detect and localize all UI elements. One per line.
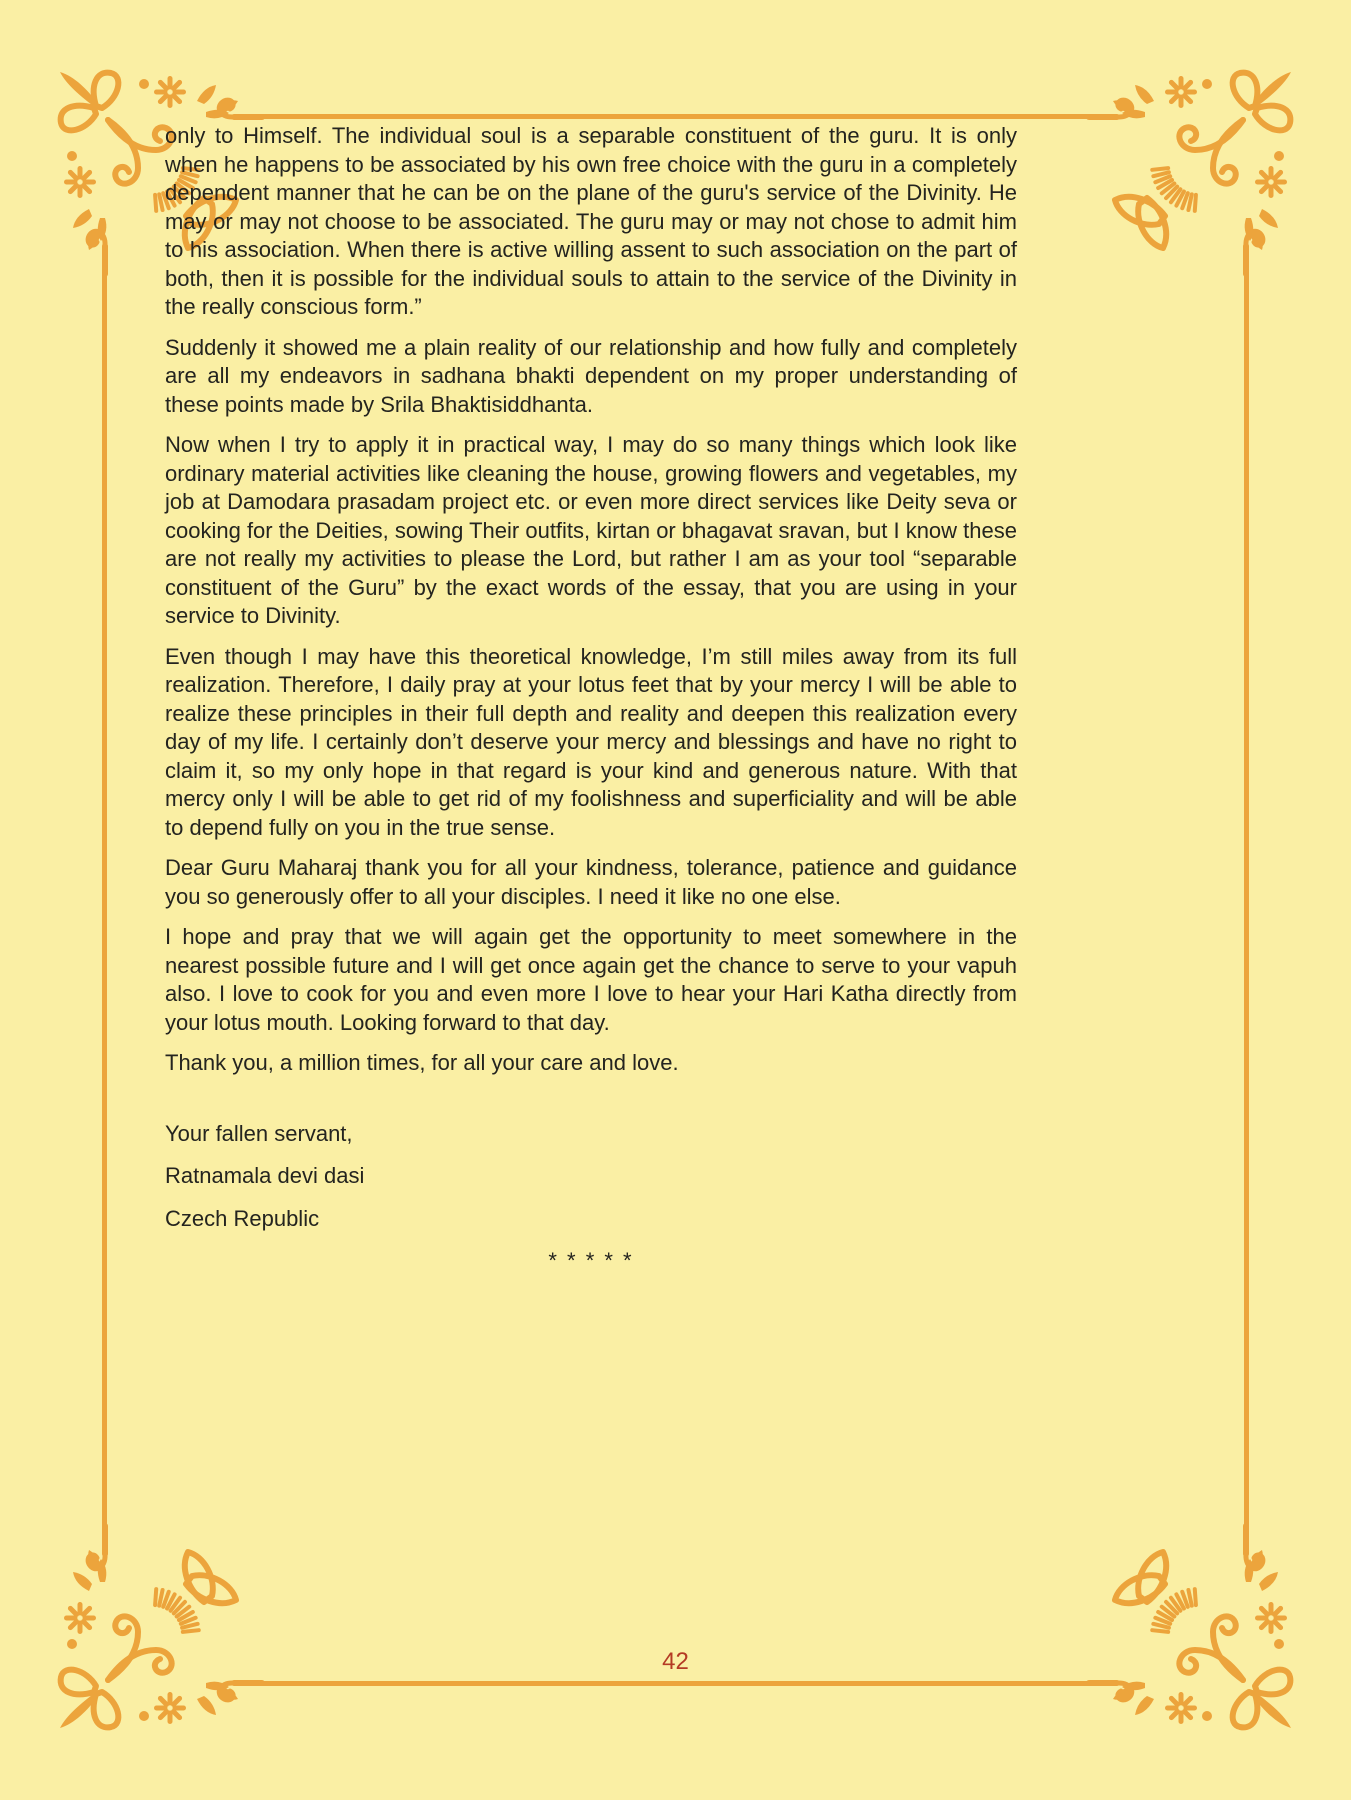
floral-corner-ornament-top-right [1071,62,1301,292]
page-number: 42 [662,1648,689,1675]
border-line-right [1244,262,1249,1534]
floral-corner-ornament-bottom-right [1071,1508,1301,1738]
signature-block [165,1120,1017,1234]
border-line-left [102,262,107,1534]
letter-body [165,122,1017,1276]
letter-paragraph: I hope and pray that we will again get the opportunity to meet somewhere in the nearest possible future and I will get once again get the chance to serve to your vapuh also. I love to cook for you and even more I love to hear your Hari Katha directly from your lotus mouth. Looking forward to that day. [165,924,1017,1035]
letter-paragraph: only to Himself. The individual soul is a separable constituent of the guru. It is only when he happens to be associated by his own free choice with the guru in a completely dependent manner that he can be on the plane of the guru's service of the Divinity. He may or may not choose to be associated. The guru may or may not chose to admit him to his association. When there is active willing assent to such association on the part of both, then it is possible for the individual souls to attain to the service of the Divinity in the really conscious form.” [165,123,1017,319]
letter-paragraph: Now when I try to apply it in practical way, I may do so many things which look like ordinary material activities like cleaning the house, growing flowers and vegetables, my job at Damodara prasadam project etc. or even more direct services like Deity seva or cooking for the Deities, sowing Their outfits, kirtan or bhagavat sravan, but I know these are not really my activities to please the Lord, but rather I am as your tool “separable constituent of the Guru” by the exact words of the essay, that you are using in your service to Divinity. [165,432,1017,628]
letter-paragraph: Suddenly it showed me a plain reality of our relationship and how fully and completely are all my endeavors in sadhana bhakti dependent on my proper understanding of these points made by Srila Bhaktisiddhanta. [165,334,1017,417]
letter-paragraph: Thank you, a million times, for all your care and love. [165,1050,679,1075]
signature-line: Czech Republic [165,1205,320,1231]
signature-line: Ratnamala devi dasi [165,1163,365,1188]
border-line-top [258,114,1093,119]
letter-paragraph: Dear Guru Maharaj thank you for all your kindness, tolerance, patience and guidance you so generously offer to all your disciples. I need it like no one else. [165,855,1017,909]
letter-paragraph: Even though I may have this theoretical knowledge, I’m still miles away from its full realization. Therefore, I daily pray at your lotus feet that by your mercy I will be able to realize these principles in their full depth and reality and deepen this realization every day of my life. I certainly don’t deserve your mercy and blessings and have no right to claim it, so my only hope in that regard is your kind and generous nature. With that mercy only I will be able to get rid of my foolishness and superficiality and will be able to depend fully on you in the true sense. [165,643,1017,840]
signature-line: Your fallen servant, [165,1120,353,1146]
border-line-bottom [258,1681,1093,1686]
floral-corner-ornament-bottom-left [50,1508,280,1738]
asterisk-separator: * * * * * [548,1248,634,1273]
